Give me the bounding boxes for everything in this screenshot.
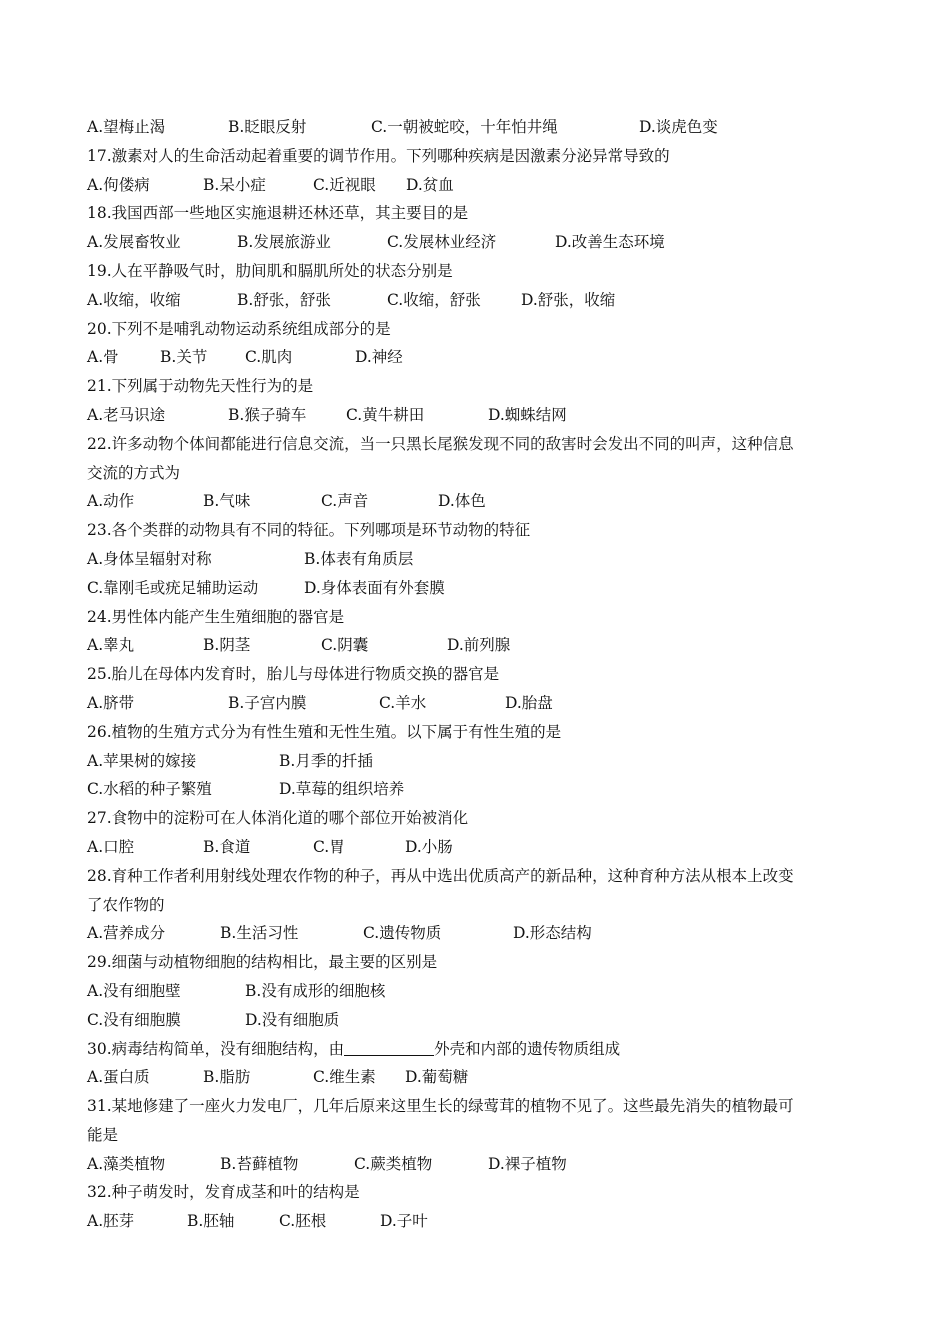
q26-options-row1 xyxy=(87,747,877,776)
option-d: D.神经 xyxy=(355,348,403,367)
option-d: D.葡萄糖 xyxy=(405,1068,469,1087)
option-a: A.没有细胞壁 xyxy=(87,981,181,1000)
option-c: C.水稻的种子繁殖 xyxy=(87,780,212,799)
option-a: A.蛋白质 xyxy=(87,1068,150,1087)
option-b: B.眨眼反射 xyxy=(228,118,307,136)
q19-options xyxy=(87,286,877,315)
option-c: C.蕨类植物 xyxy=(354,1154,433,1173)
q20-stem: 20.下列不是哺乳动物运动系统组成部分的是 xyxy=(87,319,391,338)
q25-options xyxy=(87,689,877,718)
option-a: A.睾丸 xyxy=(87,636,135,655)
option-d: D.身体表面有外套膜 xyxy=(304,578,445,597)
option-c: C.肌肉 xyxy=(245,348,293,367)
q21-stem: 21.下列属于动物先天性行为的是 xyxy=(87,377,314,396)
option-d: D.小肠 xyxy=(405,837,453,856)
option-c: C.羊水 xyxy=(379,693,427,712)
option-c: C.一朝被蛇咬，十年怕井绳 xyxy=(371,118,558,136)
option-a: A.营养成分 xyxy=(87,924,166,943)
option-d: D.改善生态环境 xyxy=(555,233,665,252)
option-d: D.裸子植物 xyxy=(488,1154,567,1173)
option-a: A.骨 xyxy=(87,348,119,367)
q31-stem-continued: 能是 xyxy=(87,1125,119,1144)
option-a: A.发展畜牧业 xyxy=(87,233,181,252)
option-a: A.藻类植物 xyxy=(87,1154,166,1173)
option-a: A.收缩，收缩 xyxy=(87,290,181,309)
option-c: C.发展林业经济 xyxy=(387,233,497,252)
option-d: D.子叶 xyxy=(380,1212,428,1231)
option-b: B.苔藓植物 xyxy=(220,1154,299,1173)
option-b: B.发展旅游业 xyxy=(237,233,331,252)
q28-stem: 28.育种工作者利用射线处理农作物的种子，再从中选出优质高产的新品种，这种育种方法从根本上改变 xyxy=(87,866,794,885)
option-c: C.阴囊 xyxy=(321,636,369,655)
option-b: B.月季的扦插 xyxy=(279,751,373,770)
option-c: C.胚根 xyxy=(279,1212,327,1231)
option-c: C.胃 xyxy=(313,837,345,856)
option-a: A.动作 xyxy=(87,492,135,511)
q30-stem-part2: 外壳和内部的遗传物质组成 xyxy=(434,1039,621,1058)
option-a: A.佝偻病 xyxy=(87,175,150,194)
option-c: C.声音 xyxy=(321,492,369,511)
q26-stem: 26.植物的生殖方式分为有性生殖和无性生殖。以下属于有性生殖的是 xyxy=(87,722,562,741)
q31-options xyxy=(87,1150,877,1179)
option-a: A.苹果树的嫁接 xyxy=(87,751,197,770)
q22-options xyxy=(87,487,877,516)
option-d: D.谈虎色变 xyxy=(639,118,718,136)
option-b: B.没有成形的细胞核 xyxy=(245,981,386,1000)
q30-stem-part1: 30.病毒结构简单，没有细胞结构，由 xyxy=(87,1039,345,1058)
option-d: D.草莓的组织培养 xyxy=(279,780,405,799)
option-a: A.口腔 xyxy=(87,837,135,856)
q27-stem: 27.食物中的淀粉可在人体消化道的哪个部位开始被消化 xyxy=(87,809,469,828)
q19-stem: 19.人在平静吸气时，肋间肌和膈肌所处的状态分别是 xyxy=(87,261,453,280)
q29-stem: 29.细菌与动植物细胞的结构相比，最主要的区别是 xyxy=(87,953,438,972)
q21-options xyxy=(87,401,877,430)
option-a: A.脐带 xyxy=(87,693,135,712)
option-d: D.前列腺 xyxy=(447,636,511,655)
q23-options-row1 xyxy=(87,545,877,574)
q29-options-row1 xyxy=(87,977,877,1006)
option-b: B.阴茎 xyxy=(203,636,251,655)
q29-options-row2 xyxy=(87,1006,877,1035)
q23-options-row2 xyxy=(87,574,877,603)
q26-options-row2 xyxy=(87,775,877,804)
exam-page xyxy=(87,113,877,1236)
option-a: A.老马识途 xyxy=(87,405,166,424)
option-b: B.舒张，舒张 xyxy=(237,290,331,309)
q30-stem xyxy=(87,1035,877,1064)
q31-stem: 31.某地修建了一座火力发电厂，几年后原来这里生长的绿莺茸的植物不见了。这些最先消失的植物最可 xyxy=(87,1097,794,1116)
option-b: B.体表有角质层 xyxy=(304,549,414,568)
q30-options xyxy=(87,1063,877,1092)
option-c: C.收缩，舒张 xyxy=(387,290,481,309)
option-a: A.胚芽 xyxy=(87,1212,135,1231)
q24-options xyxy=(87,631,877,660)
q18-options xyxy=(87,228,877,257)
option-c: C.没有细胞膜 xyxy=(87,1010,181,1029)
option-b: B.猴子骑车 xyxy=(228,405,307,424)
option-b: B.关节 xyxy=(160,348,208,367)
q27-options xyxy=(87,833,877,862)
option-a: A.望梅止渴 xyxy=(87,118,166,136)
option-c: C.遗传物质 xyxy=(363,924,442,943)
option-c: C.靠刚毛或疣足辅助运动 xyxy=(87,578,259,597)
q28-options xyxy=(87,919,877,948)
q17-options xyxy=(87,171,877,200)
option-c: C.维生素 xyxy=(313,1068,376,1087)
option-b: B.脂肪 xyxy=(203,1068,251,1087)
option-d: D.没有细胞质 xyxy=(245,1010,340,1029)
option-d: D.胎盘 xyxy=(505,693,553,712)
q32-options xyxy=(87,1207,877,1236)
option-d: D.舒张，收缩 xyxy=(521,290,616,309)
option-d: D.体色 xyxy=(438,492,486,511)
option-d: D.形态结构 xyxy=(513,924,592,943)
option-d: D.蜘蛛结网 xyxy=(488,405,567,424)
option-b: B.生活习性 xyxy=(220,924,299,943)
option-b: B.气味 xyxy=(203,492,251,511)
q25-stem: 25.胎儿在母体内发育时，胎儿与母体进行物质交换的器官是 xyxy=(87,665,500,684)
option-b: B.食道 xyxy=(203,837,251,856)
q20-options xyxy=(87,343,877,372)
option-c: C.近视眼 xyxy=(313,175,376,194)
option-d: D.贫血 xyxy=(406,175,454,194)
q22-stem-continued: 交流的方式为 xyxy=(87,463,181,482)
option-b: B.呆小症 xyxy=(203,175,266,194)
q24-stem: 24.男性体内能产生生殖细胞的器官是 xyxy=(87,607,345,626)
q16-options xyxy=(87,113,877,142)
option-b: B.子宫内膜 xyxy=(228,693,307,712)
q23-stem: 23.各个类群的动物具有不同的特征。下列哪项是环节动物的特征 xyxy=(87,521,531,540)
q17-stem: 17.激素对人的生命活动起着重要的调节作用。下列哪种疾病是因激素分泌异常导致的 xyxy=(87,146,670,165)
q18-stem: 18.我国西部一些地区实施退耕还林还草，其主要目的是 xyxy=(87,204,469,223)
option-c: C.黄牛耕田 xyxy=(346,405,425,424)
q32-stem: 32.种子萌发时，发育成茎和叶的结构是 xyxy=(87,1183,360,1202)
answer-blank[interactable] xyxy=(344,1039,434,1056)
option-b: B.胚轴 xyxy=(187,1212,235,1231)
q28-stem-continued: 了农作物的 xyxy=(87,895,165,914)
q22-stem: 22.许多动物个体间都能进行信息交流，当一只黑长尾猴发现不同的敌害时会发出不同的叫声，这种信息 xyxy=(87,434,794,453)
option-a: A.身体呈辐射对称 xyxy=(87,549,212,568)
